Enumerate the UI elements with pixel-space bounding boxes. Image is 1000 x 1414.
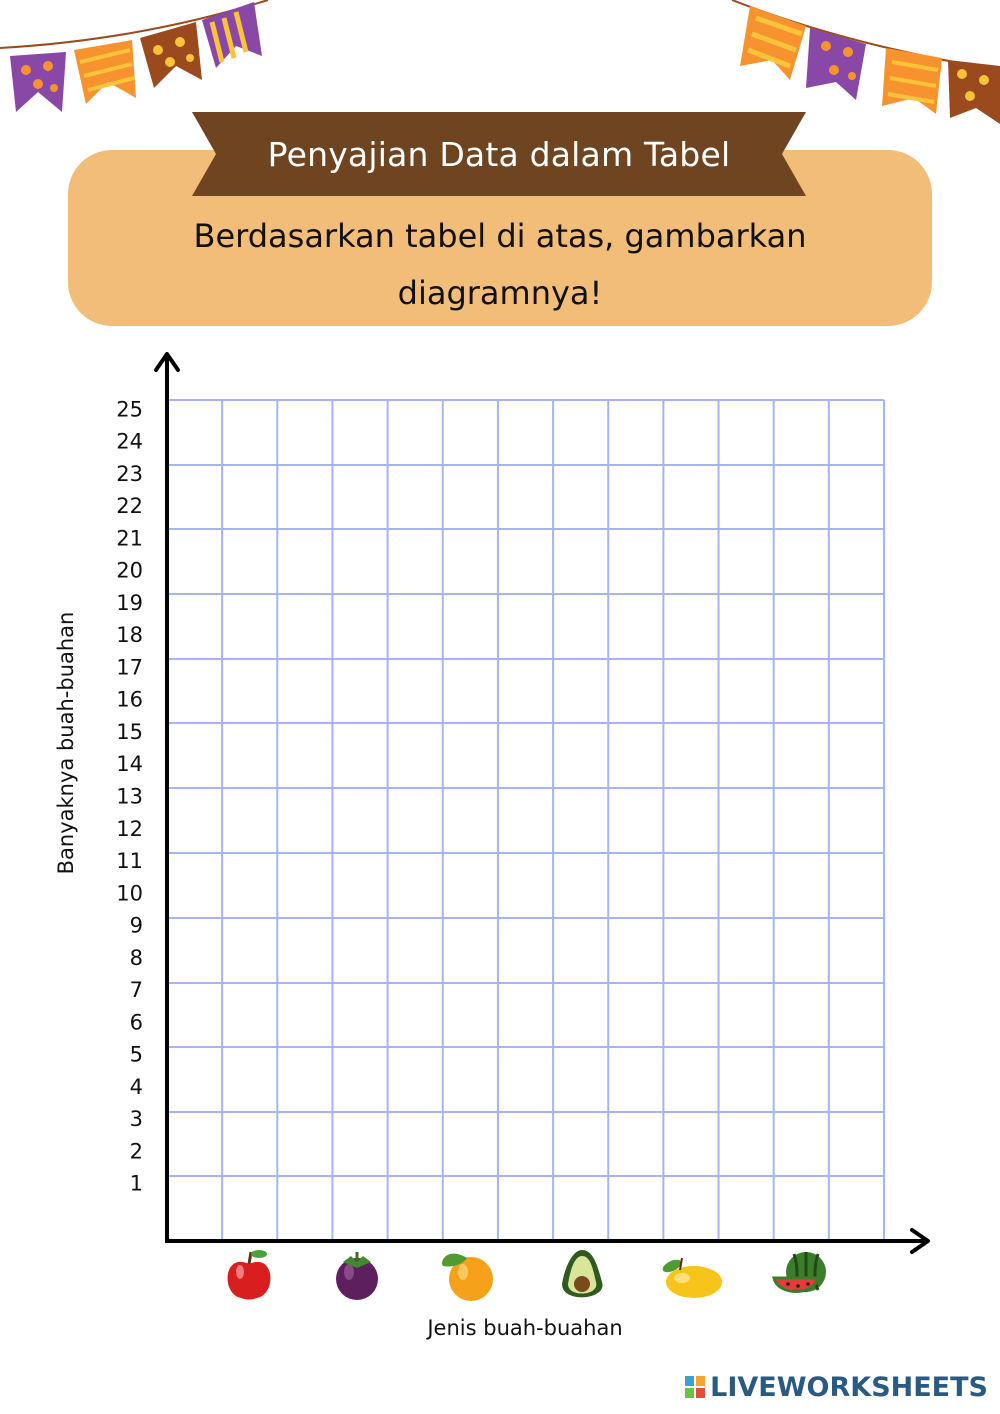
y-tick-label: 18 [116, 623, 143, 648]
y-tick-label: 24 [116, 429, 143, 454]
apple-icon [228, 1250, 271, 1300]
page-title: Penyajian Data dalam Tabel [267, 134, 731, 174]
y-tick-label: 16 [116, 687, 143, 712]
orange-icon [442, 1254, 493, 1301]
bunting-right-decoration [710, 0, 1000, 125]
y-tick-label: 4 [129, 1074, 143, 1099]
y-tick-label: 21 [116, 526, 143, 551]
y-tick-label: 14 [116, 752, 143, 777]
y-tick-label: 5 [129, 1042, 143, 1067]
y-tick-label: 13 [116, 784, 143, 809]
watermark-text: LIVEWORKSHEETS [710, 1371, 988, 1403]
liveworksheets-watermark [684, 1372, 988, 1402]
y-tick-label: 19 [116, 590, 143, 615]
y-tick-label: 7 [129, 978, 143, 1003]
bunting-left-decoration [0, 0, 290, 120]
instruction-text: Berdasarkan tabel di atas, gambarkan diagramnya! [193, 217, 807, 312]
y-tick-label: 17 [116, 655, 143, 680]
watermelon-icon [774, 1252, 826, 1292]
y-tick-label: 9 [129, 913, 143, 938]
y-tick-label: 3 [129, 1107, 143, 1132]
mangosteen-icon [336, 1252, 378, 1300]
y-tick-label: 23 [116, 461, 143, 486]
liveworksheets-logo-icon [684, 1375, 706, 1399]
y-tick-label: 1 [129, 1171, 143, 1196]
y-tick-label: 11 [116, 849, 143, 874]
y-tick-label: 22 [116, 494, 143, 519]
y-tick-label: 25 [116, 397, 143, 422]
y-tick-label: 20 [116, 558, 143, 583]
bar-chart-grid [0, 340, 1000, 1360]
mango-icon [661, 1257, 722, 1298]
x-axis-label: Jenis buah-buahan [427, 1316, 623, 1340]
y-tick-label: 15 [116, 719, 143, 744]
y-tick-label: 2 [129, 1139, 143, 1164]
avocado-icon [562, 1250, 603, 1297]
y-tick-label: 12 [116, 816, 143, 841]
y-axis-label: Banyaknya buah-buahan [54, 611, 78, 875]
y-tick-label: 8 [129, 945, 143, 970]
y-tick-label: 10 [116, 881, 143, 906]
y-tick-label: 6 [129, 1010, 143, 1035]
